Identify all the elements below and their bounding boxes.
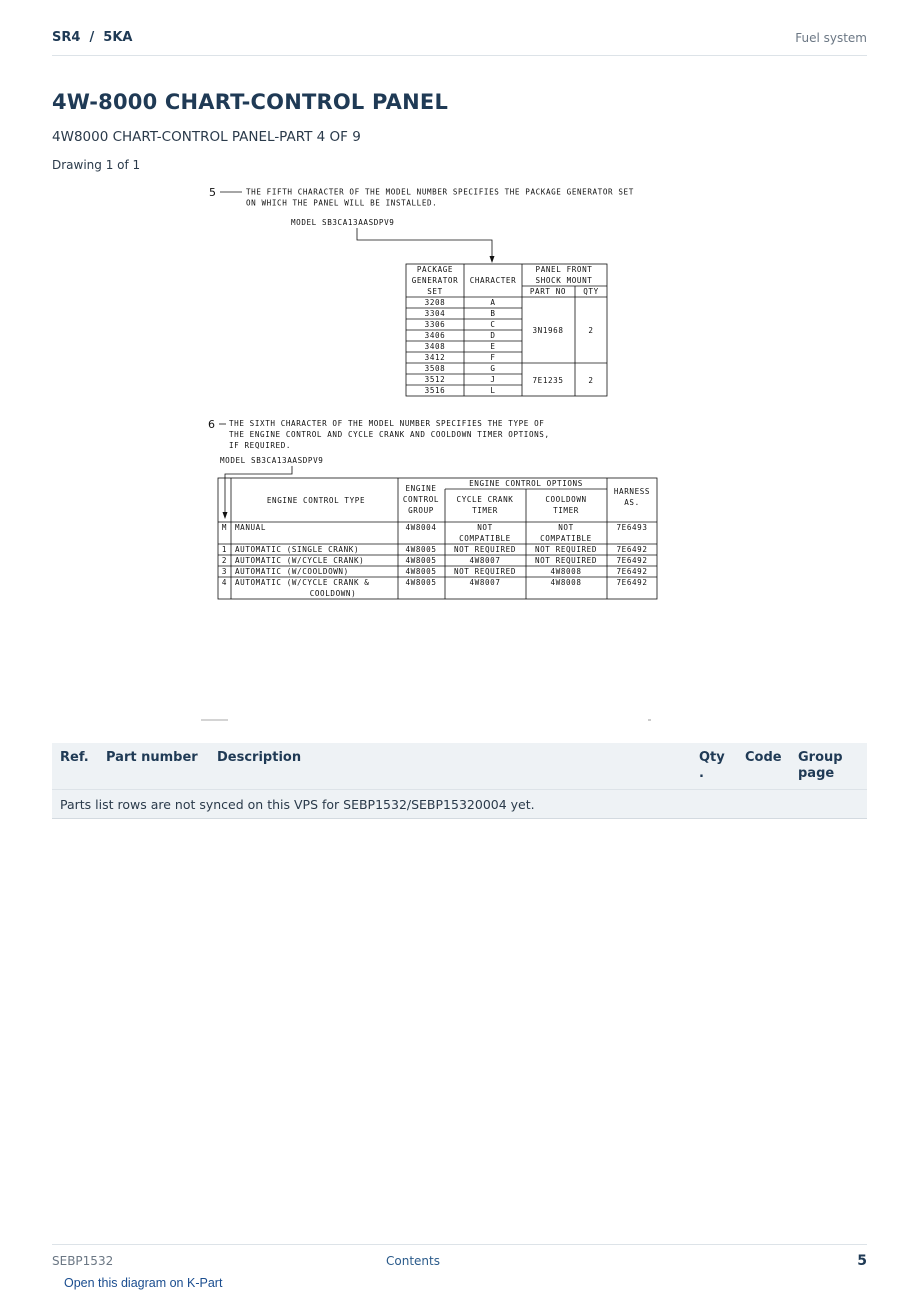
t2-cool: 4W8008 [550, 578, 582, 587]
note5-line1: THE FIFTH CHARACTER OF THE MODEL NUMBER SPECIFIES THE PACKAGE GENERATOR SET [246, 187, 634, 197]
col-part-number: Part number [106, 750, 198, 765]
t1-set: 3508 [424, 364, 446, 373]
t2-harness: 7E6492 [616, 578, 648, 587]
engine-control-table [218, 478, 657, 599]
note6-number: 6 [208, 418, 215, 431]
page-number: 5 [857, 1253, 867, 1269]
t1-head-package-1: PACKAGE [416, 265, 454, 274]
t2-code: 4 [221, 578, 228, 587]
t2-type-2: COOLDOWN) [309, 589, 357, 598]
page-subtitle: 4W8000 CHART-CONTROL PANEL-PART 4 OF 9 [52, 129, 361, 145]
doc-id: SEBP1532 [52, 1254, 114, 1268]
t2-harness: 7E6493 [616, 523, 648, 532]
t2-head-cycle-2: TIMER [472, 506, 498, 515]
t2-code: M [221, 523, 228, 532]
t1-part: 3N1968 [532, 326, 564, 335]
t1-head-qty: QTY [583, 287, 599, 296]
note5-number: 5 [209, 186, 216, 199]
t2-cycle: 4W8007 [469, 556, 501, 565]
page-footer [52, 1244, 867, 1271]
col-description: Description [217, 750, 302, 765]
t2-group: 4W8005 [405, 578, 437, 587]
t1-part: 7E1235 [532, 376, 564, 385]
t1-set: 3512 [424, 375, 446, 384]
note5-line2: ON WHICH THE PANEL WILL BE INSTALLED. [246, 198, 438, 208]
table-row [52, 790, 867, 819]
t2-head-group-2: CONTROL [402, 495, 440, 504]
t1-char: F [490, 353, 496, 362]
note6-line2: THE ENGINE CONTROL AND CYCLE CRANK AND COOLDOWN TIMER OPTIONS, [229, 430, 550, 439]
t1-set: 3516 [424, 386, 446, 395]
t1-head-panel-2: SHOCK MOUNT [535, 276, 593, 285]
model-code: SR4 / 5KA [52, 30, 133, 45]
t2-code: 1 [221, 545, 228, 554]
t2-head-cooldown-1: COOLDOWN [545, 495, 587, 504]
t2-code: 2 [221, 556, 228, 565]
note6-model: MODEL SB3CA13AASDPV9 [220, 456, 324, 465]
section-name: Fuel system [795, 31, 867, 45]
col-ref: Ref. [60, 750, 89, 765]
note6-line1: THE SIXTH CHARACTER OF THE MODEL NUMBER SPECIFIES THE TYPE OF [229, 419, 545, 428]
t1-set: 3306 [424, 320, 446, 329]
t2-type: AUTOMATIC (W/COOLDOWN) [235, 567, 349, 576]
note6-line3: IF REQUIRED. [229, 441, 292, 450]
t2-group: 4W8004 [405, 523, 437, 532]
t1-char: E [490, 342, 496, 351]
t2-cycle-2: COMPATIBLE [459, 534, 511, 543]
t2-cycle: NOT REQUIRED [453, 545, 517, 554]
t1-head-character: CHARACTER [469, 276, 517, 285]
t1-char: L [490, 386, 496, 395]
t2-type: MANUAL [235, 523, 267, 532]
col-code: Code [745, 750, 782, 765]
parts-table-header [52, 743, 867, 790]
t2-group: 4W8005 [405, 567, 437, 576]
t1-char: J [490, 375, 496, 384]
generator-set-table [406, 264, 607, 396]
t2-cool: 4W8008 [550, 567, 582, 576]
t1-set: 3304 [424, 309, 446, 318]
note5-model: MODEL SB3CA13AASDPV9 [291, 218, 395, 227]
t2-head-group-3: GROUP [408, 506, 434, 515]
t1-head-package-3: SET [427, 287, 443, 296]
t1-qty: 2 [588, 376, 594, 385]
t1-set: 3408 [424, 342, 446, 351]
t2-cycle: NOT [477, 523, 493, 532]
t1-char: A [490, 298, 496, 307]
t2-head-cycle-1: CYCLE CRANK [456, 495, 514, 504]
parts-sync-message: Parts list rows are not synced on this VPS for SEBP1532/SEBP15320004 yet. [52, 790, 867, 819]
t1-qty: 2 [588, 326, 594, 335]
t2-cool: NOT [558, 523, 574, 532]
t2-harness: 7E6492 [616, 545, 648, 554]
col-qty: Qty . [699, 750, 725, 781]
t2-type: AUTOMATIC (W/CYCLE CRANK & [235, 578, 370, 587]
t2-head-options: ENGINE CONTROL OPTIONS [469, 479, 583, 488]
t1-char: C [490, 320, 496, 329]
t2-head-harness-1: HARNESS [613, 487, 651, 496]
parts-list-table [52, 743, 867, 819]
contents-link[interactable]: Contents [386, 1254, 440, 1268]
t1-set: 3208 [424, 298, 446, 307]
t2-cool: NOT REQUIRED [534, 545, 598, 554]
t2-harness: 7E6492 [616, 567, 648, 576]
t2-cycle: NOT REQUIRED [453, 567, 517, 576]
t2-cycle: 4W8007 [469, 578, 501, 587]
drawing-label: Drawing 1 of 1 [52, 158, 141, 172]
t1-char: G [490, 364, 496, 373]
t1-set: 3406 [424, 331, 446, 340]
t1-head-partno: PART NO [529, 287, 567, 296]
t1-set: 3412 [424, 353, 446, 362]
t2-cool-2: COMPATIBLE [540, 534, 592, 543]
t2-type: AUTOMATIC (W/CYCLE CRANK) [235, 556, 365, 565]
t2-group: 4W8005 [405, 556, 437, 565]
t1-head-panel-1: PANEL FRONT [535, 265, 593, 274]
open-kpart-link[interactable]: Open this diagram on K-Part [64, 1276, 223, 1290]
t2-cool: NOT REQUIRED [534, 556, 598, 565]
t2-head-cooldown-2: TIMER [553, 506, 579, 515]
t2-code: 3 [221, 567, 228, 576]
t2-harness: 7E6492 [616, 556, 648, 565]
t2-group: 4W8005 [405, 545, 437, 554]
t2-type: AUTOMATIC (SINGLE CRANK) [235, 545, 360, 554]
t2-head-group-1: ENGINE [405, 484, 437, 493]
page-title: 4W-8000 CHART-CONTROL PANEL [52, 90, 449, 114]
t2-head-harness-2: AS. [624, 498, 640, 507]
t2-head-type: ENGINE CONTROL TYPE [266, 496, 366, 505]
col-group-page: Group page [798, 750, 843, 781]
t1-char: B [490, 309, 496, 318]
t1-head-package-2: GENERATOR [411, 276, 459, 285]
t1-char: D [490, 331, 496, 340]
